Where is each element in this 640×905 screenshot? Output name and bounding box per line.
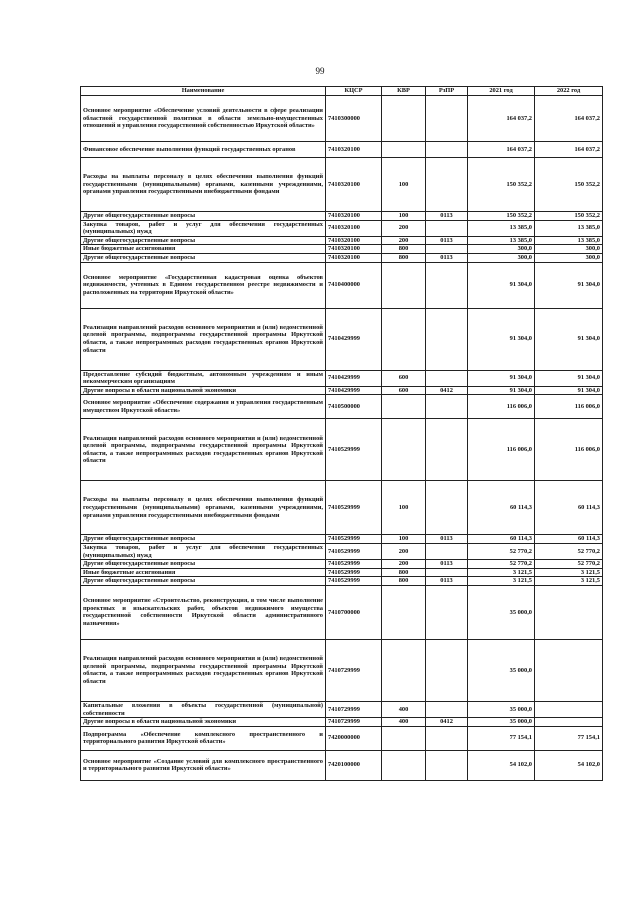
cell-name: Другие общегосударственные вопросы (81, 236, 326, 245)
cell-2022: 3 121,5 (535, 568, 603, 577)
cell-kcsr: 7410320100 (326, 212, 382, 221)
cell-rzpr (426, 543, 468, 559)
table-row (81, 718, 603, 727)
cell-kvr: 200 (382, 236, 426, 245)
table-row (81, 236, 603, 245)
cell-kvr: 600 (382, 386, 426, 395)
table-row (81, 577, 603, 586)
cell-kvr: 200 (382, 543, 426, 559)
cell-name: Основное мероприятие «Обеспечение условий деятельности в сфере реализации областной государственной политики в области земельно-имущественных отношений и управления государственной собственностью Иркутской области» (81, 96, 326, 142)
cell-kcsr: 7410320100 (326, 158, 382, 212)
cell-name: Другие общегосударственные вопросы (81, 535, 326, 544)
cell-kvr: 200 (382, 560, 426, 569)
cell-2022: 77 154,1 (535, 726, 603, 750)
cell-2021: 77 154,1 (468, 726, 535, 750)
cell-kcsr: 7410500000 (326, 395, 382, 419)
cell-rzpr (426, 481, 468, 535)
cell-name: Другие общегосударственные вопросы (81, 253, 326, 262)
cell-kvr: 100 (382, 212, 426, 221)
cell-kcsr: 7410320100 (326, 220, 382, 236)
table-row (81, 245, 603, 254)
budget-table (80, 86, 603, 781)
cell-rzpr (426, 701, 468, 717)
cell-2021: 3 121,5 (468, 577, 535, 586)
cell-2021: 91 304,0 (468, 386, 535, 395)
cell-name: Другие вопросы в области национальной экономики (81, 386, 326, 395)
col-header-kvr: КВР (382, 87, 426, 96)
cell-rzpr (426, 245, 468, 254)
cell-name: Реализация направлений расходов основного мероприятия и (или) ведомственной целевой программы, подпрограммы государственной программы Иркутской области, а также непрограммных расходов государственных органов Иркутской области (81, 308, 326, 370)
cell-2021: 35 000,0 (468, 718, 535, 727)
cell-2022: 116 006,0 (535, 395, 603, 419)
cell-2021: 60 114,3 (468, 535, 535, 544)
cell-rzpr (426, 308, 468, 370)
cell-name: Предоставление субсидий бюджетным, автономным учреждениям и иным некоммерческим организациям (81, 370, 326, 386)
cell-2022 (535, 585, 603, 639)
cell-2022: 60 114,3 (535, 535, 603, 544)
header-row (81, 87, 603, 96)
table-row (81, 212, 603, 221)
table-row (81, 750, 603, 780)
cell-2022 (535, 639, 603, 701)
cell-kvr (382, 750, 426, 780)
cell-kcsr: 7410300000 (326, 96, 382, 142)
table-row (81, 560, 603, 569)
col-header-rzpr: РзПР (426, 87, 468, 96)
cell-2022: 91 304,0 (535, 308, 603, 370)
cell-2021: 150 352,2 (468, 158, 535, 212)
cell-kvr: 100 (382, 158, 426, 212)
cell-kvr (382, 96, 426, 142)
cell-2021: 60 114,3 (468, 481, 535, 535)
cell-kcsr: 7410529999 (326, 481, 382, 535)
cell-kvr: 800 (382, 245, 426, 254)
table-row (81, 220, 603, 236)
cell-name: Основное мероприятие «Обеспечение содержания и управления государственным имуществом Иркутской области» (81, 395, 326, 419)
col-header-2022: 2022 год (535, 87, 603, 96)
cell-kvr (382, 395, 426, 419)
cell-2021: 91 304,0 (468, 370, 535, 386)
cell-kcsr: 7410729999 (326, 701, 382, 717)
cell-2022: 150 352,2 (535, 158, 603, 212)
cell-kcsr: 7410700000 (326, 585, 382, 639)
cell-name: Другие общегосударственные вопросы (81, 560, 326, 569)
cell-kvr: 400 (382, 718, 426, 727)
cell-2021: 91 304,0 (468, 262, 535, 308)
table-row (81, 639, 603, 701)
cell-2021: 300,0 (468, 253, 535, 262)
table-row (81, 96, 603, 142)
cell-rzpr: 0412 (426, 718, 468, 727)
cell-name: Другие вопросы в области национальной экономики (81, 718, 326, 727)
cell-2021: 13 385,0 (468, 220, 535, 236)
cell-name: Основное мероприятие «Строительство, реконструкция, в том числе выполнение проектных и изыскательских работ, объектов недвижимого имущества государственной собственности Иркутской области административного назначения» (81, 585, 326, 639)
cell-2022: 300,0 (535, 245, 603, 254)
cell-name: Иные бюджетные ассигнования (81, 568, 326, 577)
table-row (81, 543, 603, 559)
cell-2021: 164 037,2 (468, 142, 535, 158)
cell-2021: 52 770,2 (468, 560, 535, 569)
cell-2021: 54 102,0 (468, 750, 535, 780)
cell-name: Другие общегосударственные вопросы (81, 212, 326, 221)
cell-kcsr: 7410320100 (326, 236, 382, 245)
cell-2022 (535, 701, 603, 717)
cell-rzpr (426, 750, 468, 780)
cell-rzpr: 0113 (426, 535, 468, 544)
table-body (81, 96, 603, 781)
cell-2022: 54 102,0 (535, 750, 603, 780)
cell-name: Основное мероприятие «Создание условий для комплексного пространственного и территориального развития Иркутской области» (81, 750, 326, 780)
cell-2021: 91 304,0 (468, 308, 535, 370)
col-header-2021: 2021 год (468, 87, 535, 96)
cell-kcsr: 7410529999 (326, 543, 382, 559)
cell-rzpr (426, 568, 468, 577)
cell-kcsr: 7410429999 (326, 386, 382, 395)
cell-kvr (382, 142, 426, 158)
cell-kcsr: 7410729999 (326, 639, 382, 701)
table-row (81, 726, 603, 750)
cell-name: Закупка товаров, работ и услуг для обеспечения государственных (муниципальных) нужд (81, 220, 326, 236)
cell-kvr (382, 726, 426, 750)
cell-2021: 116 006,0 (468, 395, 535, 419)
cell-rzpr (426, 158, 468, 212)
cell-rzpr (426, 585, 468, 639)
cell-2021: 35 000,0 (468, 701, 535, 717)
cell-name: Подпрограмма «Обеспечение комплексного пространственного и территориального развития Иркутской области» (81, 726, 326, 750)
col-header-kcsr: КЦСР (326, 87, 382, 96)
cell-2022: 52 770,2 (535, 543, 603, 559)
table-row (81, 535, 603, 544)
cell-kvr: 600 (382, 370, 426, 386)
cell-rzpr (426, 142, 468, 158)
table-row (81, 158, 603, 212)
cell-2022: 91 304,0 (535, 262, 603, 308)
cell-rzpr (426, 96, 468, 142)
cell-rzpr: 0113 (426, 212, 468, 221)
table-header (81, 87, 603, 96)
cell-name: Иные бюджетные ассигнования (81, 245, 326, 254)
cell-name: Расходы на выплаты персоналу в целях обеспечения выполнения функций государственными (муниципальными) органами, казенными учреждениями, органами управления государственными внебюджетными фондами (81, 481, 326, 535)
cell-2022: 164 037,2 (535, 96, 603, 142)
cell-name: Реализация направлений расходов основного мероприятия и (или) ведомственной целевой программы, подпрограммы государственной программы Иркутской области, а также непрограммных расходов государственных органов Иркутской области (81, 419, 326, 481)
cell-2022: 164 037,2 (535, 142, 603, 158)
cell-kvr: 800 (382, 253, 426, 262)
cell-kcsr: 7410429999 (326, 370, 382, 386)
cell-rzpr (426, 639, 468, 701)
cell-kvr: 800 (382, 577, 426, 586)
cell-rzpr: 0113 (426, 253, 468, 262)
cell-kvr: 100 (382, 481, 426, 535)
cell-kvr (382, 262, 426, 308)
cell-kvr (382, 639, 426, 701)
cell-kcsr: 7410529999 (326, 419, 382, 481)
table-row (81, 370, 603, 386)
cell-kcsr: 7410400000 (326, 262, 382, 308)
cell-2021: 3 121,5 (468, 568, 535, 577)
cell-kcsr: 7410529999 (326, 560, 382, 569)
table-row (81, 142, 603, 158)
cell-2021: 300,0 (468, 245, 535, 254)
cell-rzpr (426, 220, 468, 236)
cell-rzpr (426, 419, 468, 481)
cell-2022: 91 304,0 (535, 370, 603, 386)
table-row (81, 395, 603, 419)
cell-2021: 52 770,2 (468, 543, 535, 559)
cell-kcsr: 7410320100 (326, 253, 382, 262)
cell-rzpr: 0113 (426, 577, 468, 586)
cell-kcsr: 7420100000 (326, 750, 382, 780)
cell-kvr (382, 585, 426, 639)
cell-name: Реализация направлений расходов основного мероприятия и (или) ведомственной целевой программы, подпрограммы государственной программы Иркутской области, а также непрограммных расходов государственных органов Иркутской области (81, 639, 326, 701)
cell-2021: 150 352,2 (468, 212, 535, 221)
cell-name: Расходы на выплаты персоналу в целях обеспечения выполнения функций государственными (муниципальными) органами, казенными учреждениями, органами управления государственными внебюджетными фондами (81, 158, 326, 212)
cell-rzpr: 0412 (426, 386, 468, 395)
cell-kvr: 200 (382, 220, 426, 236)
cell-name: Основное мероприятие «Государственная кадастровая оценка объектов недвижимости, учтенных в Едином государственном реестре недвижимости и расположенных на территории Иркутской области» (81, 262, 326, 308)
cell-name: Другие общегосударственные вопросы (81, 577, 326, 586)
cell-rzpr: 0113 (426, 560, 468, 569)
cell-rzpr (426, 395, 468, 419)
cell-kcsr: 7420000000 (326, 726, 382, 750)
cell-2022: 3 121,5 (535, 577, 603, 586)
cell-2022: 116 006,0 (535, 419, 603, 481)
cell-2022: 52 770,2 (535, 560, 603, 569)
table-row (81, 386, 603, 395)
cell-kcsr: 7410529999 (326, 577, 382, 586)
table-row (81, 585, 603, 639)
cell-name: Капитальные вложения в объекты государственной (муниципальной) собственности (81, 701, 326, 717)
cell-name: Финансовое обеспечение выполнения функций государственных органов (81, 142, 326, 158)
cell-2022: 60 114,3 (535, 481, 603, 535)
cell-kvr: 400 (382, 701, 426, 717)
cell-rzpr (426, 262, 468, 308)
table-row (81, 308, 603, 370)
cell-2022: 150 352,2 (535, 212, 603, 221)
page-number: 99 (315, 66, 325, 76)
cell-kcsr: 7410729999 (326, 718, 382, 727)
table-row (81, 701, 603, 717)
cell-2021: 35 000,0 (468, 639, 535, 701)
cell-kcsr: 7410320100 (326, 245, 382, 254)
cell-kvr: 800 (382, 568, 426, 577)
cell-kcsr: 7410529999 (326, 568, 382, 577)
cell-kvr (382, 308, 426, 370)
table-row (81, 568, 603, 577)
table-row (81, 262, 603, 308)
table-row (81, 481, 603, 535)
cell-name: Закупка товаров, работ и услуг для обеспечения государственных (муниципальных) нужд (81, 543, 326, 559)
cell-kvr: 100 (382, 535, 426, 544)
cell-2021: 116 006,0 (468, 419, 535, 481)
cell-kcsr: 7410320100 (326, 142, 382, 158)
cell-2022 (535, 718, 603, 727)
cell-rzpr: 0113 (426, 236, 468, 245)
table-row (81, 253, 603, 262)
cell-2022: 13 385,0 (535, 220, 603, 236)
cell-rzpr (426, 726, 468, 750)
table-row (81, 419, 603, 481)
col-header-name: Наименование (81, 87, 326, 96)
cell-2021: 13 385,0 (468, 236, 535, 245)
cell-rzpr (426, 370, 468, 386)
cell-kcsr: 7410529999 (326, 535, 382, 544)
cell-2022: 300,0 (535, 253, 603, 262)
cell-2021: 35 000,0 (468, 585, 535, 639)
cell-kvr (382, 419, 426, 481)
cell-kcsr: 7410429999 (326, 308, 382, 370)
cell-2022: 13 385,0 (535, 236, 603, 245)
cell-2021: 164 037,2 (468, 96, 535, 142)
cell-2022: 91 304,0 (535, 386, 603, 395)
